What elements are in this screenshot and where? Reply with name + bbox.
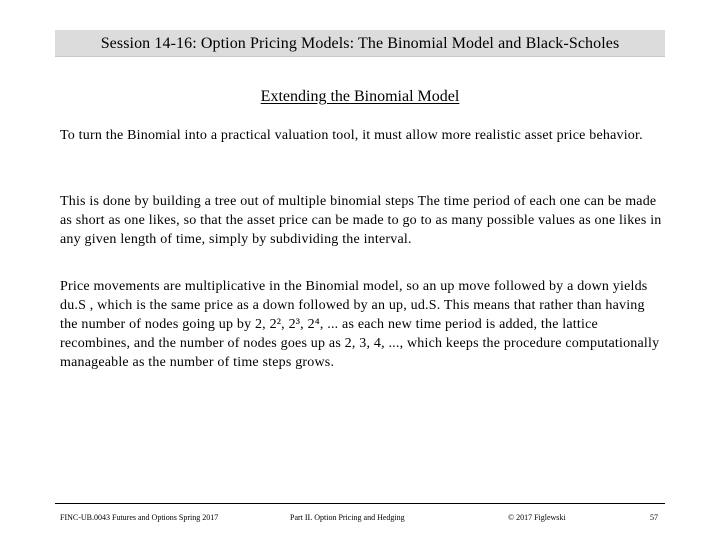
footer-part: Part II. Option Pricing and Hedging [290, 513, 405, 522]
footer-divider [55, 503, 665, 504]
header-bar [55, 30, 665, 57]
footer-course: FINC-UB.0043 Futures and Options Spring 2017 [60, 513, 219, 522]
paragraph-multiple-steps: This is done by building a tree out of multiple binomial steps The time period of each one can be made as short as one likes, so that the asset price can be made to go to as many possible values as one likes in any given length of time, simply by subdividing the interval. [60, 194, 662, 247]
slide-heading: Extending the Binomial Model [260, 88, 460, 105]
session-title: Session 14-16: Option Pricing Models: The Binomial Model and Black-Scholes [100, 34, 620, 52]
footer-copyright: © 2017 Figlewski [508, 513, 566, 522]
paragraph-practical-tool: To turn the Binomial into a practical valuation tool, it must allow more realistic asset price behavior. [60, 128, 643, 143]
paragraph-recombining-lattice: Price movements are multiplicative in the Binomial model, so an up move followed by a down yields du.S , which is the same price as a down followed by an up, ud.S. This means that rather than having the number of nodes going up by 2, 2², 2³, 2⁴, ... as each new time period is added, the lattice recombines, and the number of nodes goes up as 2, 3, 4, ..., which keeps the procedure computationally manageable as the number of time steps grows. [60, 279, 660, 370]
footer-page-number: 57 [650, 513, 658, 522]
